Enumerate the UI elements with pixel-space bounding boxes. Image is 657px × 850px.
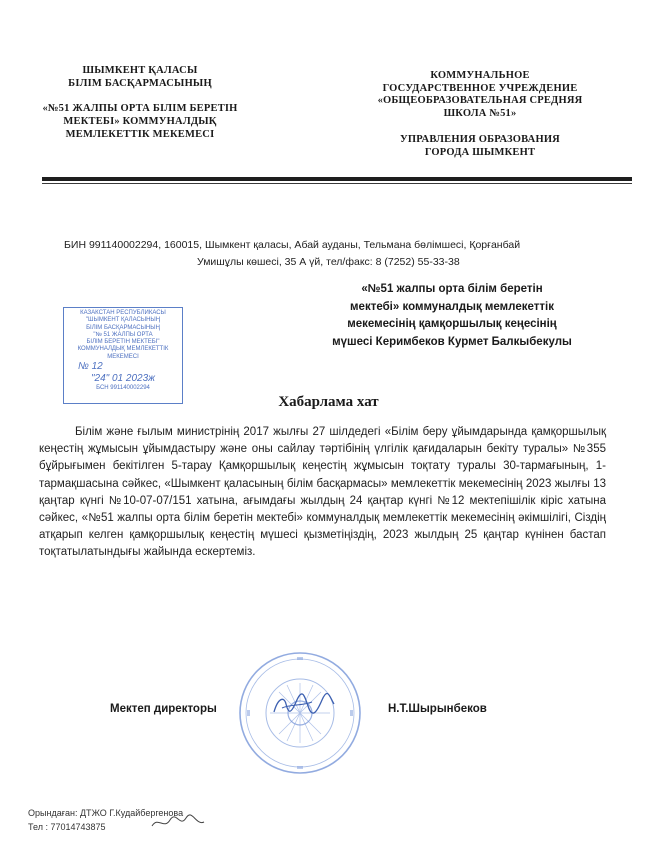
header-right-russian xyxy=(360,70,600,159)
header-left-kazakh xyxy=(30,64,250,141)
header-right-line: ГОРОДА ШЫМКЕНТ xyxy=(424,146,536,158)
body-paragraph: Білім және ғылым министрінің 2017 жылғы 27 шілдедегі «Білім беру ұйымдарында қамқоршылық кеңестің жұмысын ұйымдастыру және оны сайлау тәртібінің үлгілік қағидаларын бекіту туралы» №355 бұйрығымен бекітілген 5-тарау Қамқоршылық кеңестің жұмысын тоқтату туралы 30-тармағының, 1-тармақшасына сәйкес, «Шымкент қаласының білім басқармасы» мемлекеттік мекемесінің 2023 жылғы 13 қаңтар күнгі №10-07-07/151 хатына, ағымдағы жылдың 24 қаңтар күнгі №12 мектепішілік кіріс хатына сәйкес, «№51 жалпы орта білім беретін мектебі» коммуналдық мемлекеттік мекемесінің әкімшілігі, Сіздің атқарып келген қамқоршылық кеңестің мүшесі қызметіңіздің, 2023 жылдың 25 қаңтар күнінен бастап тоқтатылатындығы жайында ескертеміз. xyxy=(39,426,606,559)
recipient-line: мүшесі Керимбеков Курмет Балкыбекулы xyxy=(332,335,572,348)
executor-signature-icon xyxy=(148,812,208,834)
address-line-1: БИН 991140002294, 160015, Шымкент қаласы, Абай ауданы, Тельмана бөлімшесі, Қорғанбай xyxy=(64,239,521,251)
header-left-line: БІЛІМ БАСҚАРМАСЫНЫҢ xyxy=(68,78,212,89)
recipient-line: «№51 жалпы орта білім беретін xyxy=(361,283,543,295)
stamp-line: КОММУНАЛДЫҚ МЕМЛЕКЕТТІК xyxy=(77,346,169,353)
footer-executor-phone: Тел : 77014743875 xyxy=(28,822,106,832)
header-right-line: ГОСУДАРСТВЕННОЕ УЧРЕЖДЕНИЕ xyxy=(382,82,578,94)
stamp-bin: БСН 991140002294 xyxy=(96,385,150,392)
header-right-line: ШКОЛА №51» xyxy=(443,107,517,119)
stamp-number: № 12 xyxy=(78,361,103,373)
recipient-line: мектебі» коммуналдық мемлекеттік xyxy=(350,300,554,313)
director-signature-icon xyxy=(268,690,338,720)
recipient-line: мекемесінің қамқоршылық кеңесінің xyxy=(347,318,557,330)
footer-executor-name: Орындаған: ДТЖО Г.Кудайбергенова xyxy=(28,808,184,818)
header-left-line: ШЫМКЕНТ ҚАЛАСЫ xyxy=(82,65,198,76)
recipient-block xyxy=(292,281,612,351)
stamp-line: "№ 51 ЖАЛПЫ ОРТА xyxy=(93,331,153,338)
header-left-line: «№51 ЖАЛПЫ ОРТА БІЛІМ БЕРЕТІН xyxy=(42,103,238,114)
stamp-line: БІЛІМ БЕРЕТІН МЕКТЕБІ" xyxy=(86,339,160,346)
header-right-line: КОММУНАЛЬНОЕ xyxy=(430,70,530,81)
header-left-line: МЕМЛЕКЕТТІК МЕКЕМЕСІ xyxy=(65,129,215,140)
letter-body xyxy=(39,424,606,562)
header-divider-thick xyxy=(42,177,632,181)
header-right-line: «ОБЩЕОБРАЗОВАТЕЛЬНАЯ СРЕДНЯЯ xyxy=(377,95,583,106)
header-left-line: МЕКТЕБІ» КОММУНАЛДЫҚ xyxy=(63,116,217,127)
stamp-line: "ШЫМКЕНТ ҚАЛАСЫНЫҢ xyxy=(85,317,161,324)
address-block xyxy=(60,237,600,271)
stamp-date: "24" 01 2023ж xyxy=(90,373,156,385)
address-line-2: Умишұлы көшесі, 35 А үй, тел/факс: 8 (7252) 55-33-38 xyxy=(197,256,460,268)
stamp-line: БІЛІМ БАСҚАРМАСЫНЫҢ xyxy=(86,324,160,331)
registration-stamp xyxy=(63,307,183,404)
header-divider-thin xyxy=(42,183,632,184)
header-right-line: УПРАВЛЕНИЯ ОБРАЗОВАНИЯ xyxy=(400,134,560,145)
stamp-line: КАЗАКСТАН РЕСПУБЛИКАСЫ xyxy=(80,310,166,316)
stamp-line: МЕКЕМЕСІ xyxy=(107,353,139,360)
director-name: Н.Т.Шырынбеков xyxy=(388,703,487,715)
director-title: Мектеп директоры xyxy=(110,703,217,715)
letter-title: Хабарлама хат xyxy=(278,394,379,410)
